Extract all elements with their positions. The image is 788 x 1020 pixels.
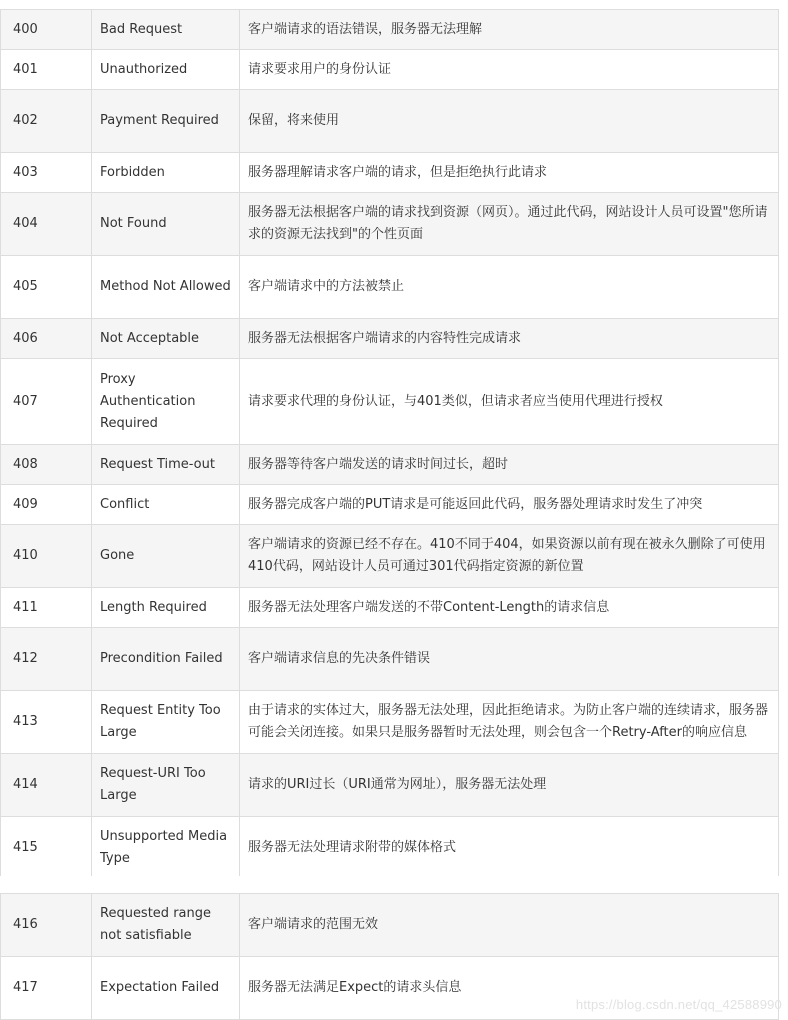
status-name: Unsupported Media Type — [92, 817, 240, 880]
table-row — [1, 894, 779, 957]
status-name: Precondition Failed — [92, 628, 240, 691]
status-description: 客户端请求的范围无效 — [240, 894, 779, 957]
table-row — [1, 588, 779, 628]
table-row — [1, 754, 779, 817]
table-row — [1, 485, 779, 525]
status-name: Method Not Allowed — [92, 256, 240, 319]
table-row — [1, 193, 779, 256]
status-code: 414 — [1, 754, 92, 817]
status-name: Not Acceptable — [92, 319, 240, 359]
status-description: 客户端请求中的方法被禁止 — [240, 256, 779, 319]
status-description: 服务器无法满足Expect的请求头信息 — [240, 957, 779, 1020]
status-code: 415 — [1, 817, 92, 880]
status-name: Length Required — [92, 588, 240, 628]
status-code: 412 — [1, 628, 92, 691]
status-description: 服务器无法处理请求附带的媒体格式 — [240, 817, 779, 880]
status-description: 请求要求用户的身份认证 — [240, 50, 779, 90]
status-code: 402 — [1, 90, 92, 153]
status-description: 服务器无法根据客户端请求的内容特性完成请求 — [240, 319, 779, 359]
status-name: Request Entity Too Large — [92, 691, 240, 754]
status-code: 417 — [1, 957, 92, 1020]
table-row — [1, 256, 779, 319]
table-row — [1, 525, 779, 588]
status-code: 413 — [1, 691, 92, 754]
table-row — [1, 359, 779, 445]
status-name: Request Time-out — [92, 445, 240, 485]
status-description: 客户端请求信息的先决条件错误 — [240, 628, 779, 691]
status-name: Expectation Failed — [92, 957, 240, 1020]
status-description: 服务器理解请求客户端的请求，但是拒绝执行此请求 — [240, 153, 779, 193]
table-row — [1, 319, 779, 359]
status-code: 407 — [1, 359, 92, 445]
status-code: 406 — [1, 319, 92, 359]
status-description: 服务器等待客户端发送的请求时间过长，超时 — [240, 445, 779, 485]
status-name: Proxy Authentication Required — [92, 359, 240, 445]
status-description: 服务器无法根据客户端的请求找到资源（网页）。通过此代码，网站设计人员可设置"您所请求的资源无法找到"的个性页面 — [240, 193, 779, 256]
status-description: 请求的URI过长（URI通常为网址），服务器无法处理 — [240, 754, 779, 817]
status-code: 400 — [1, 10, 92, 50]
status-name: Bad Request — [92, 10, 240, 50]
table-row — [1, 628, 779, 691]
status-name: Gone — [92, 525, 240, 588]
status-name: Requested range not satisfiable — [92, 894, 240, 957]
status-description: 客户端请求的语法错误，服务器无法理解 — [240, 10, 779, 50]
status-name: Unauthorized — [92, 50, 240, 90]
status-code: 411 — [1, 588, 92, 628]
status-description: 客户端请求的资源已经不存在。410不同于404，如果资源以前有现在被永久删除了可使用410代码，网站设计人员可通过301代码指定资源的新位置 — [240, 525, 779, 588]
status-code: 410 — [1, 525, 92, 588]
status-name: Forbidden — [92, 153, 240, 193]
status-code: 416 — [1, 894, 92, 957]
table-row — [1, 817, 779, 880]
status-code: 403 — [1, 153, 92, 193]
status-description: 保留，将来使用 — [240, 90, 779, 153]
status-code: 405 — [1, 256, 92, 319]
status-description: 请求要求代理的身份认证，与401类似，但请求者应当使用代理进行授权 — [240, 359, 779, 445]
table-row — [1, 445, 779, 485]
table-row — [1, 153, 779, 193]
status-name: Request-URI Too Large — [92, 754, 240, 817]
table-row — [1, 90, 779, 153]
status-name: Not Found — [92, 193, 240, 256]
status-description: 服务器无法处理客户端发送的不带Content-Length的请求信息 — [240, 588, 779, 628]
status-name: Conflict — [92, 485, 240, 525]
status-name: Payment Required — [92, 90, 240, 153]
status-code: 408 — [1, 445, 92, 485]
status-description: 服务器完成客户端的PUT请求是可能返回此代码，服务器处理请求时发生了冲突 — [240, 485, 779, 525]
status-description: 由于请求的实体过大，服务器无法处理，因此拒绝请求。为防止客户端的连续请求，服务器可能会关闭连接。如果只是服务器暂时无法处理，则会包含一个Retry-After的响应信息 — [240, 691, 779, 754]
status-code: 409 — [1, 485, 92, 525]
status-code: 401 — [1, 50, 92, 90]
table-gap — [0, 876, 788, 893]
status-code-table — [0, 9, 779, 880]
table-row — [1, 50, 779, 90]
status-code: 404 — [1, 193, 92, 256]
watermark: https://blog.csdn.net/qq_42588990 — [575, 997, 782, 1012]
table-row — [1, 691, 779, 754]
table-row — [1, 10, 779, 50]
